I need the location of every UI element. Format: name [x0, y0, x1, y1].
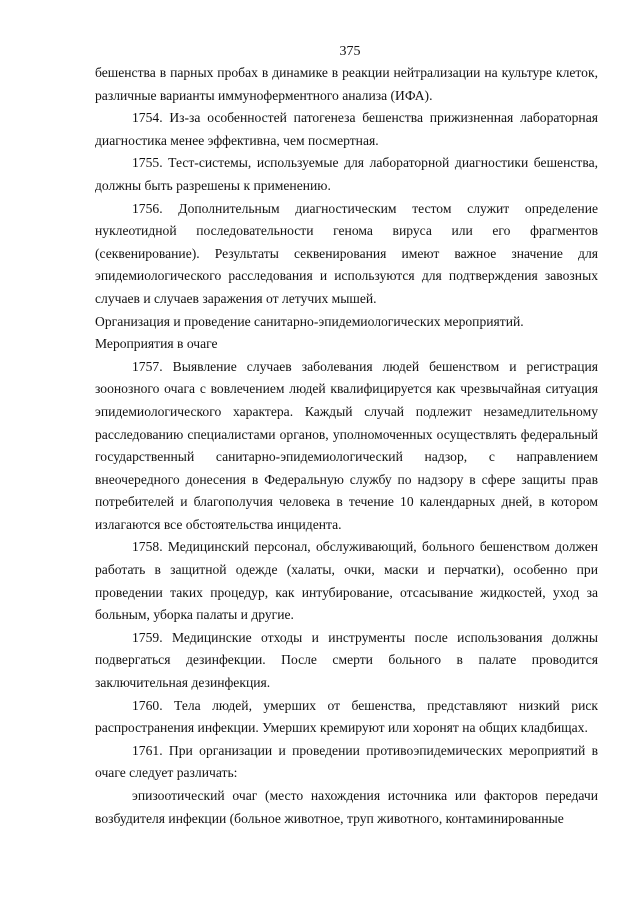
paragraph-1760: 1760. Тела людей, умерших от бешенства, представляют низкий риск распространения инфекции. Умерших кремируют или хоронят на общих кладбищах.	[95, 697, 598, 736]
paragraph-1756: 1756. Дополнительным диагностическим тестом служит определение нуклеотидной последовательности генома вируса или его фрагментов (секвенирование). Результаты секвенирования имеют важное значение для эпидемиологического расследования и используются для подтверждения завозных случаев и случаев заражения от летучих мышей.	[95, 200, 598, 306]
document-body	[95, 62, 598, 830]
paragraph-1761: 1761. При организации и проведении противоэпидемических мероприятий в очаге следует различать:	[95, 742, 598, 781]
paragraph-continuation: бешенства в парных пробах в динамике в реакции нейтрализации на культуре клеток, различные варианты иммуноферментного анализа (ИФА).	[95, 65, 598, 103]
paragraph-epizootic-focus: эпизоотический очаг (место нахождения источника или факторов передачи возбудителя инфекции (больное животное, труп животного, контаминированные	[95, 788, 598, 826]
paragraph-1755: 1755. Тест-системы, используемые для лабораторной диагностики бешенства, должны быть разрешены к применению.	[95, 155, 598, 193]
page-number: 375	[339, 44, 361, 59]
paragraph-1758: 1758. Медицинский персонал, обслуживающий, больного бешенством должен работать в защитной одежде (халаты, очки, маски и перчатки), особенно при проведении таких процедур, как интубирование, отсасывание жидкостей, уход за больным, уборка палаты и другие.	[95, 539, 598, 623]
section-heading: Организация и проведение санитарно-эпидемиологических мероприятий.	[95, 313, 524, 329]
paragraph-1759: 1759. Медицинские отходы и инструменты после использования должны подвергаться дезинфекции. После смерти больного в палате проводится заключительная дезинфекция.	[95, 629, 598, 691]
paragraph-1754: 1754. Из-за особенностей патогенеза бешенства прижизненная лабораторная диагностика менее эффективна, чем посмертная.	[95, 110, 598, 148]
paragraph-1757: 1757. Выявление случаев заболевания людей бешенством и регистрация зоонозного очага с вовлечением людей квалифицируется как чрезвычайная ситуация эпидемиологического характера. Каждый случай подлежит незамедлительному расследованию специалистами органов, уполномоченных осуществлять федеральный государственный санитарно-эпидемиологический надзор, с направлением внеочередного донесения в Федеральную службу по надзору в сфере защиты прав потребителей и благополучия человека в течение 10 календарных дней, в котором излагаются все обстоятельства инцидента.	[95, 358, 598, 532]
section-subheading: Мероприятия в очаге	[95, 336, 218, 352]
